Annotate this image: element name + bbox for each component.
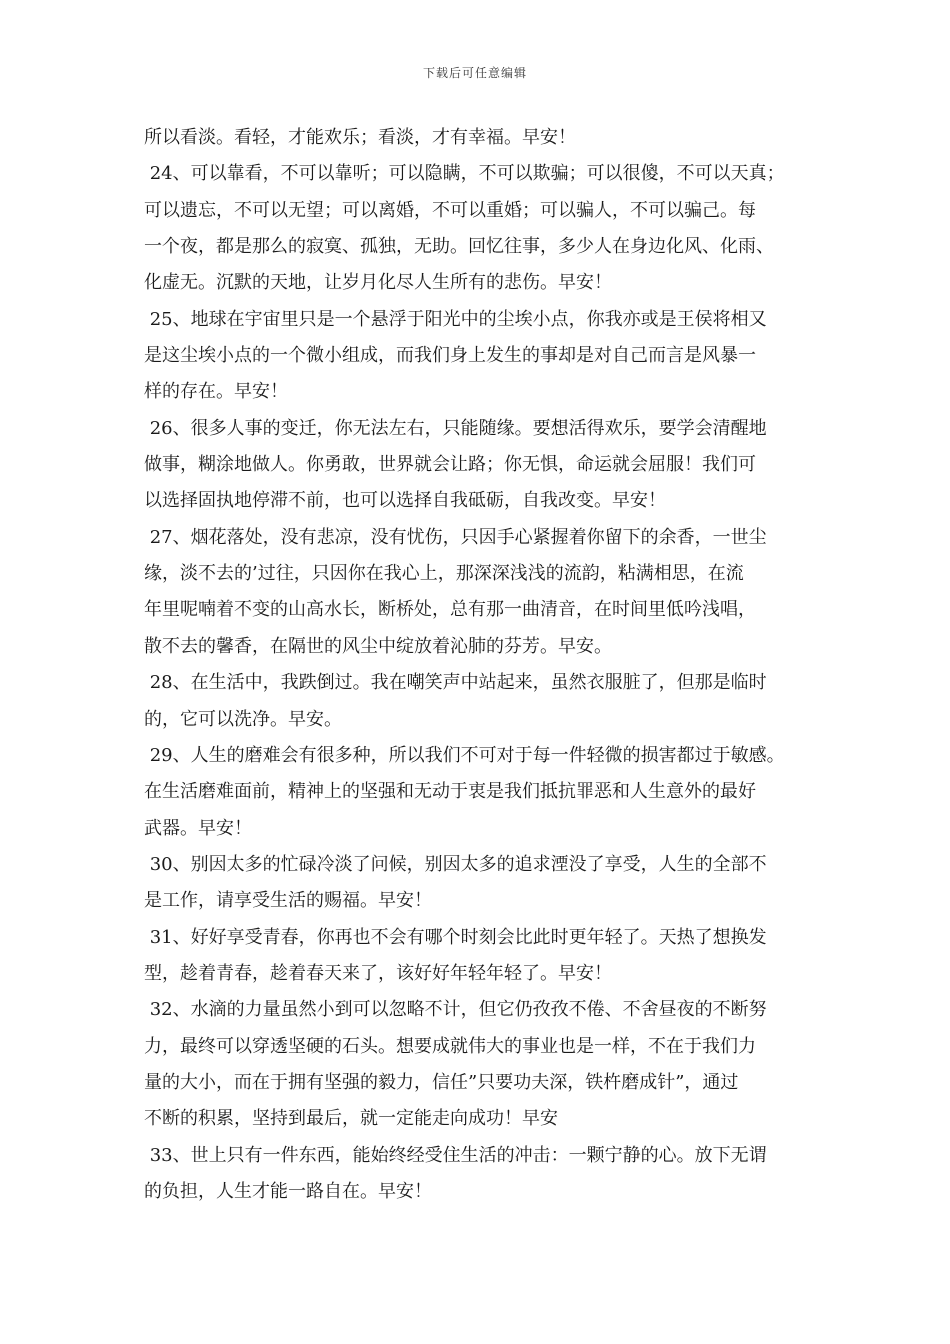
text-line: 29、人生的磨难会有很多种，所以我们不可对于每一件轻微的损害都过于敏感。 xyxy=(144,744,785,766)
text-line: 30、别因太多的忙碌冷淡了问候，别因太多的追求湮没了享受，人生的全部不 xyxy=(144,853,767,875)
text-line: 一个夜，都是那么的寂寞、孤独，无助。回忆往事，多少人在身边化风、化雨、 xyxy=(144,236,774,258)
text-line: 做事，糊涂地做人。你勇敢，世界就会让路；你无惧，命运就会屈服！我们可 xyxy=(144,454,756,476)
text-line: 的，它可以洗净。早安。 xyxy=(144,708,342,730)
text-line: 以选择固执地停滞不前，也可以选择自我砥砺，自我改变。早安！ xyxy=(144,490,666,512)
text-line: 是工作，请享受生活的赐福。早安！ xyxy=(144,890,432,912)
text-line: 31、好好享受青春，你再也不会有哪个时刻会比此时更年轻了。天热了想换发 xyxy=(144,926,767,948)
text-line: 可以遗忘，不可以无望；可以离婚，不可以重婚；可以骗人，不可以骗己。每 xyxy=(144,199,756,221)
text-line: 的负担，人生才能一路自在。早安！ xyxy=(144,1180,432,1202)
text-line: 所以看淡。看轻，才能欢乐；看淡，才有幸福。早安！ xyxy=(144,127,576,148)
text-line: 28、在生活中，我跌倒过。我在嘲笑声中站起来，虽然衣服脏了，但那是临时 xyxy=(144,672,767,694)
text-line: 27、烟花落处，没有悲凉，没有忧伤，只因手心紧握着你留下的余香，一世尘 xyxy=(144,526,767,548)
page-header-note: 下载后可任意编辑 xyxy=(422,66,527,80)
text-line: 在生活磨难面前，精神上的坚强和无动于衷是我们抵抗罪恶和人生意外的最好 xyxy=(144,781,756,803)
text-line: 化虚无。沉默的天地，让岁月化尽人生所有的悲伤。早安！ xyxy=(144,272,612,294)
text-line: 是这尘埃小点的一个微小组成，而我们身上发生的事却是对自己而言是风暴一 xyxy=(144,345,756,367)
text-line: 24、可以靠看，不可以靠听；可以隐瞒，不可以欺骗；可以很傻，不可以天真； xyxy=(144,163,785,185)
text-line: 量的大小，而在于拥有坚强的毅力，信任”只要功夫深，铁杵磨成针”，通过 xyxy=(144,1071,739,1093)
text-line: 25、地球在宇宙里只是一个悬浮于阳光中的尘埃小点，你我亦或是王侯将相又 xyxy=(144,308,767,330)
text-line: 年里呢喃着不变的山高水长，断桥处，总有那一曲清音，在时间里低吟浅唱， xyxy=(144,599,756,621)
text-line: 33、世上只有一件东西，能始终经受住生活的冲击：一颗宁静的心。放下无谓 xyxy=(144,1144,767,1166)
text-line: 32、水滴的力量虽然小到可以忽略不计，但它仍孜孜不倦、不舍昼夜的不断努 xyxy=(144,999,767,1021)
text-line: 不断的积累，坚持到最后，就一定能走向成功！早安 xyxy=(144,1108,558,1130)
text-line: 散不去的馨香，在隔世的风尘中绽放着沁肺的芬芳。早安。 xyxy=(144,635,612,657)
text-line: 武器。早安！ xyxy=(144,817,252,839)
text-line: 缘，淡不去的’过往，只因你在我心上，那深深浅浅的流韵，粘满相思，在流 xyxy=(144,563,744,585)
text-line: 型，趁着青春，趁着春天来了，该好好年轻年轻了。早安！ xyxy=(144,962,612,984)
text-line: 26、很多人事的变迁，你无法左右，只能随缘。要想活得欢乐，要学会清醒地 xyxy=(144,417,767,439)
text-line: 力，最终可以穿透坚硬的石头。想要成就伟大的事业也是一样，不在于我们力 xyxy=(144,1035,756,1057)
text-line: 样的存在。早安！ xyxy=(144,381,288,403)
document-body xyxy=(144,120,816,1210)
